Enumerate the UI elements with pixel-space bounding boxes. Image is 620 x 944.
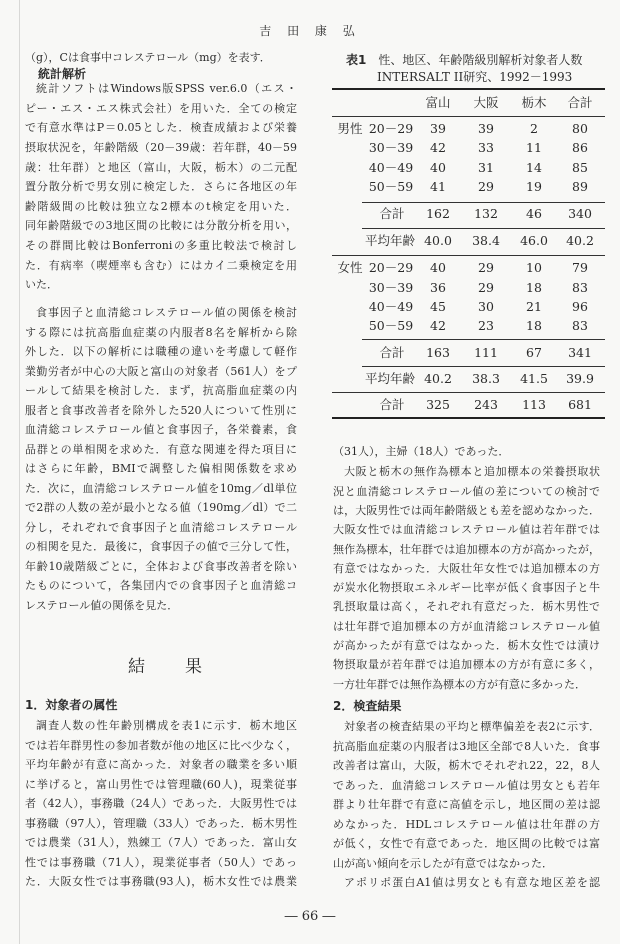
text-line: 対象者の検査結果の平均と標準偏差を表2に示す． <box>344 720 600 734</box>
age-group-label: 50－59 <box>368 179 414 194</box>
text-line: ールして結果を検討した．まず，抗高脂血症薬の内 <box>25 384 297 398</box>
subtotal-cell: 132 <box>474 206 498 221</box>
paragraph-test-results <box>333 717 600 873</box>
text-line: 業勤労者が中心の大阪と富山の対象者（561人）をプ <box>25 364 297 378</box>
table-cell: 40 <box>430 260 446 275</box>
table-rule <box>362 202 605 203</box>
table-cell: 10 <box>526 260 542 275</box>
age-group-label: 50－59 <box>368 318 414 333</box>
continued-line: （g），Cは食事中コレステロール（mg）を表す． <box>25 51 271 65</box>
text-line: が高かったが有意ではなかった．栃木女性では漬け <box>333 639 600 653</box>
spacer <box>366 53 378 67</box>
table-cell: 85 <box>572 160 588 175</box>
table-cell: 42 <box>430 140 446 155</box>
text-line: 大阪と栃木の無作為標本と追加標本の栄養摂取状 <box>344 465 600 479</box>
text-line: 山が高い傾向を示したが有意ではなかった． <box>333 856 553 870</box>
paragraph-diet-analysis <box>25 303 297 615</box>
mean-age-label: 平均年齢 <box>364 371 416 386</box>
text-line: 乳摂取量は高く，それぞれ有意だった．栃木男性で <box>333 600 600 614</box>
text-line: たものについて，各集団内での食事因子と血清総コ <box>25 579 297 593</box>
text-line: 性では事務職（71人），現業従事者（50人）であっ <box>25 855 297 869</box>
text-line: では農業（31人），熟練工（7人）であった．富山女 <box>25 836 297 850</box>
table-cell: 18 <box>526 280 542 295</box>
page-number: ― 66 ― <box>284 909 336 924</box>
table-cell: 42 <box>430 318 446 333</box>
table-rule <box>332 392 605 393</box>
table-title-text: 性、地区、年齢階級別解析対象者人数 <box>378 53 583 67</box>
subtotal-cell: 67 <box>526 345 542 360</box>
running-head: 吉 田 康 弘 <box>259 24 361 38</box>
mean-age-cell: 40.2 <box>424 371 452 386</box>
mean-age-cell: 46.0 <box>520 233 548 248</box>
text-line: で有意水準はP＝0.05とした．検査成績および栄養 <box>25 121 297 135</box>
text-line: いた． <box>25 278 58 292</box>
text-line: が炭水化物摂取エネルギー比率が低く食事因子と牛 <box>333 581 600 595</box>
text-line: は，大阪男性では両年齢階級とも差を認めなかった． <box>333 503 600 517</box>
table-cell: 29 <box>478 179 494 194</box>
table-cell: 83 <box>572 318 588 333</box>
table-cell: 31 <box>478 160 494 175</box>
table-cell: 80 <box>572 121 588 136</box>
table-cell: 79 <box>572 260 588 275</box>
text-line: アポリポ蛋白A1値は男女とも有意な地区差を認 <box>344 876 600 890</box>
table-subtitle: INTERSALT II研究、1992－1993 <box>377 70 573 84</box>
text-line: 者（42人），事務職（24人）であった．大阪男性では <box>25 797 297 811</box>
text-line: に挙げると，富山男性では管理職(60人)，現業従事 <box>25 777 297 791</box>
age-group-label: 30－39 <box>368 280 414 295</box>
text-line: は壮年群で追加標本の方が血清総コレステロール値 <box>333 619 600 633</box>
text-line: 抗高脂血症薬の内服者は3地区全部で8人いた．食事 <box>333 739 600 753</box>
text-line: 食事因子と血清総コレステロール値の関係を検討 <box>36 306 297 320</box>
text-line: めなかった．HDLコレステロール値は壮年群の方 <box>333 817 600 831</box>
mean-age-cell: 38.4 <box>472 233 500 248</box>
text-line: 平均年齢が有意に高かった．対象者の職業を多い順 <box>25 758 297 772</box>
subtotal-cell: 46 <box>526 206 542 221</box>
table-cell: 89 <box>572 179 588 194</box>
subtotal-cell: 340 <box>568 206 592 221</box>
text-line: 統計ソフトはWindows版SPSS ver.6.0（エス・ <box>36 82 297 96</box>
paragraph-statistics <box>25 79 297 295</box>
age-group-label: 40－49 <box>368 160 414 175</box>
subtotal-label: 合計 <box>379 345 405 360</box>
text-line: た．大阪女性では事務職(93人)，栃木女性では農業 <box>25 875 297 889</box>
text-line: で2群の人数の差が最小となる値（190mg／dl）で二 <box>25 501 297 515</box>
subtotal-cell: 163 <box>426 345 450 360</box>
table-cell: 18 <box>526 318 542 333</box>
table-rule <box>332 417 605 419</box>
table-cell: 29 <box>478 280 494 295</box>
scan-edge <box>19 0 20 944</box>
table-cell: 2 <box>530 121 538 136</box>
mean-age-label: 平均年齢 <box>364 233 416 248</box>
table-rule <box>362 339 605 340</box>
table-cell: 29 <box>478 260 494 275</box>
text-line: 摂取状況を，年齢階級（20－39歳：若年群，40－59 <box>25 140 297 154</box>
table-cell: 45 <box>430 299 446 314</box>
text-line: その群間比較はBonferroniの多重比較法で検討し <box>25 238 297 252</box>
text-line: 有意ではなかった．大阪壮年女性では追加標本の方 <box>333 561 600 575</box>
text-line: 齢階級間の比較は独立な2標本のt検定を用いた． <box>25 199 297 213</box>
table-cell: 19 <box>526 179 542 194</box>
paragraph-sample-comparison <box>333 462 600 694</box>
column-header: 栃木 <box>521 95 547 110</box>
subtotal-cell: 341 <box>568 345 592 360</box>
age-group-label: 30－39 <box>368 140 414 155</box>
text-line: 同年齢階級での3地区間の比較には分散分析を用い， <box>25 219 297 233</box>
text-line: 外した．以下の解析には職種の違いを考慮して軽作 <box>25 345 297 359</box>
table-cell: 23 <box>478 318 494 333</box>
subtotal-cell: 111 <box>474 345 498 360</box>
text-line: レステロール値の関係を見た． <box>25 598 179 612</box>
table-cell: 83 <box>572 280 588 295</box>
mean-age-cell: 40.0 <box>424 233 452 248</box>
table-cell: 30 <box>478 299 494 314</box>
column-header: 富山 <box>425 95 451 110</box>
text-line: の相関を見た．最後に，食事因子の値で三分して性， <box>25 540 297 554</box>
grand-total-cell: 243 <box>474 397 498 412</box>
table-title <box>346 52 582 69</box>
sex-label: 男性 <box>337 121 363 136</box>
section-title-results: 結果 <box>128 657 242 677</box>
subheading-subjects: 1．対象者の属性 <box>25 698 118 712</box>
table-label: 表1 <box>346 53 367 67</box>
text-line: 血清総コレステロール値と食事因子，各栄養素，食 <box>25 423 297 437</box>
table-rule <box>332 116 605 117</box>
table-cell: 39 <box>478 121 494 136</box>
text-line: 群より壮年群で有意に高値を示し，地区間の差は認 <box>333 798 600 812</box>
text-line: であった．血清総コレステロール値は男女とも若年 <box>333 778 600 792</box>
table-cell: 86 <box>572 140 588 155</box>
table-rule <box>332 88 605 90</box>
text-line: では若年群男性の参加者数が他の地区に比べ少なく， <box>25 738 297 752</box>
text-line: はさらに年齢，BMIで調整した偏相関係数を求め <box>25 462 297 476</box>
table-rule <box>332 255 605 256</box>
grand-total-cell: 113 <box>522 397 546 412</box>
text-line: 歳：壮年群）と地区（富山，大阪，栃木）の二元配 <box>25 160 297 174</box>
column-header: 大阪 <box>473 95 499 110</box>
subheading-test-results: 2．検査結果 <box>333 699 402 713</box>
text-line: 事務職（97人），管理職（33人）であった．栃木男性 <box>25 816 297 830</box>
mean-age-cell: 41.5 <box>520 371 548 386</box>
paragraph-subjects <box>25 716 297 892</box>
subtotal-label: 合計 <box>379 206 405 221</box>
table-cell: 14 <box>526 160 542 175</box>
text-line: 無作為標本，壮年群では追加標本の方が高かったが， <box>333 542 600 556</box>
text-line: 品群との単相関を求めた．有意な関連を得た項目に <box>25 442 297 456</box>
sex-label: 女性 <box>337 260 363 275</box>
text-line: 況と血清総コレステロール値の差についての検討で <box>333 484 600 498</box>
paragraph-apolipoprotein <box>333 873 600 893</box>
table-cell: 39 <box>430 121 446 136</box>
text-line: 年齢10歳階級ごとに，全体および食事改善者を除い <box>25 559 297 573</box>
table-cell: 41 <box>430 179 446 194</box>
table-rule <box>362 366 605 367</box>
table-cell: 40 <box>430 160 446 175</box>
text-line: ピー・エス・エス株式会社）を用いた．全ての検定 <box>25 101 297 115</box>
table-cell: 21 <box>526 299 542 314</box>
text-line: 大阪女性では血清総コレステロール値は若年群では <box>333 523 600 537</box>
text-line: た．有病率（喫煙率も含む）にはカイ二乗検定を用 <box>25 258 297 272</box>
text-line: 一方壮年群では無作為標本の方が有意に多かった． <box>333 677 586 691</box>
mean-age-cell: 39.9 <box>566 371 594 386</box>
mean-age-cell: 38.3 <box>472 371 500 386</box>
table-cell: 36 <box>430 280 446 295</box>
age-group-label: 20－29 <box>368 260 414 275</box>
text-line: 調査人数の性年齢別構成を表1に示す．栃木地区 <box>36 719 297 733</box>
subtotal-cell: 162 <box>426 206 450 221</box>
table-rule <box>362 228 605 229</box>
age-group-label: 20－29 <box>368 121 414 136</box>
mean-age-cell: 40.2 <box>566 233 594 248</box>
continued-line: （31人），主婦（18人）であった． <box>333 445 510 459</box>
text-line: 分し，それぞれで食事因子と血清総コレステロール <box>25 520 297 534</box>
text-line: する際には抗高脂血症薬の内服者8名を解析から除 <box>25 325 297 339</box>
text-line: 物摂取量が若年群では追加標本の方が有意に多く， <box>333 658 600 672</box>
grand-total-cell: 681 <box>568 397 592 412</box>
grand-total-cell: 325 <box>426 397 450 412</box>
text-line: が低く，女性で有意であった．地区間の比較では富 <box>333 837 600 851</box>
text-line: た．次に，血清総コレステロール値を10mg／dl単位 <box>25 481 297 495</box>
text-line: 置分散分析で男女別に検定した．さらに各地区の年 <box>25 180 297 194</box>
table-cell: 11 <box>526 140 542 155</box>
text-line: 服者と食事改善者を除外した520人について性別に <box>25 403 297 417</box>
column-header: 合計 <box>567 95 593 110</box>
grand-total-label: 合計 <box>379 397 405 412</box>
table-cell: 33 <box>478 140 494 155</box>
age-group-label: 40－49 <box>368 299 414 314</box>
table-cell: 96 <box>572 299 588 314</box>
text-line: 改善者は富山，大阪，栃木でそれぞれ22，22，8人 <box>333 759 600 773</box>
subheading-statistics: 統計解析 <box>38 67 87 81</box>
